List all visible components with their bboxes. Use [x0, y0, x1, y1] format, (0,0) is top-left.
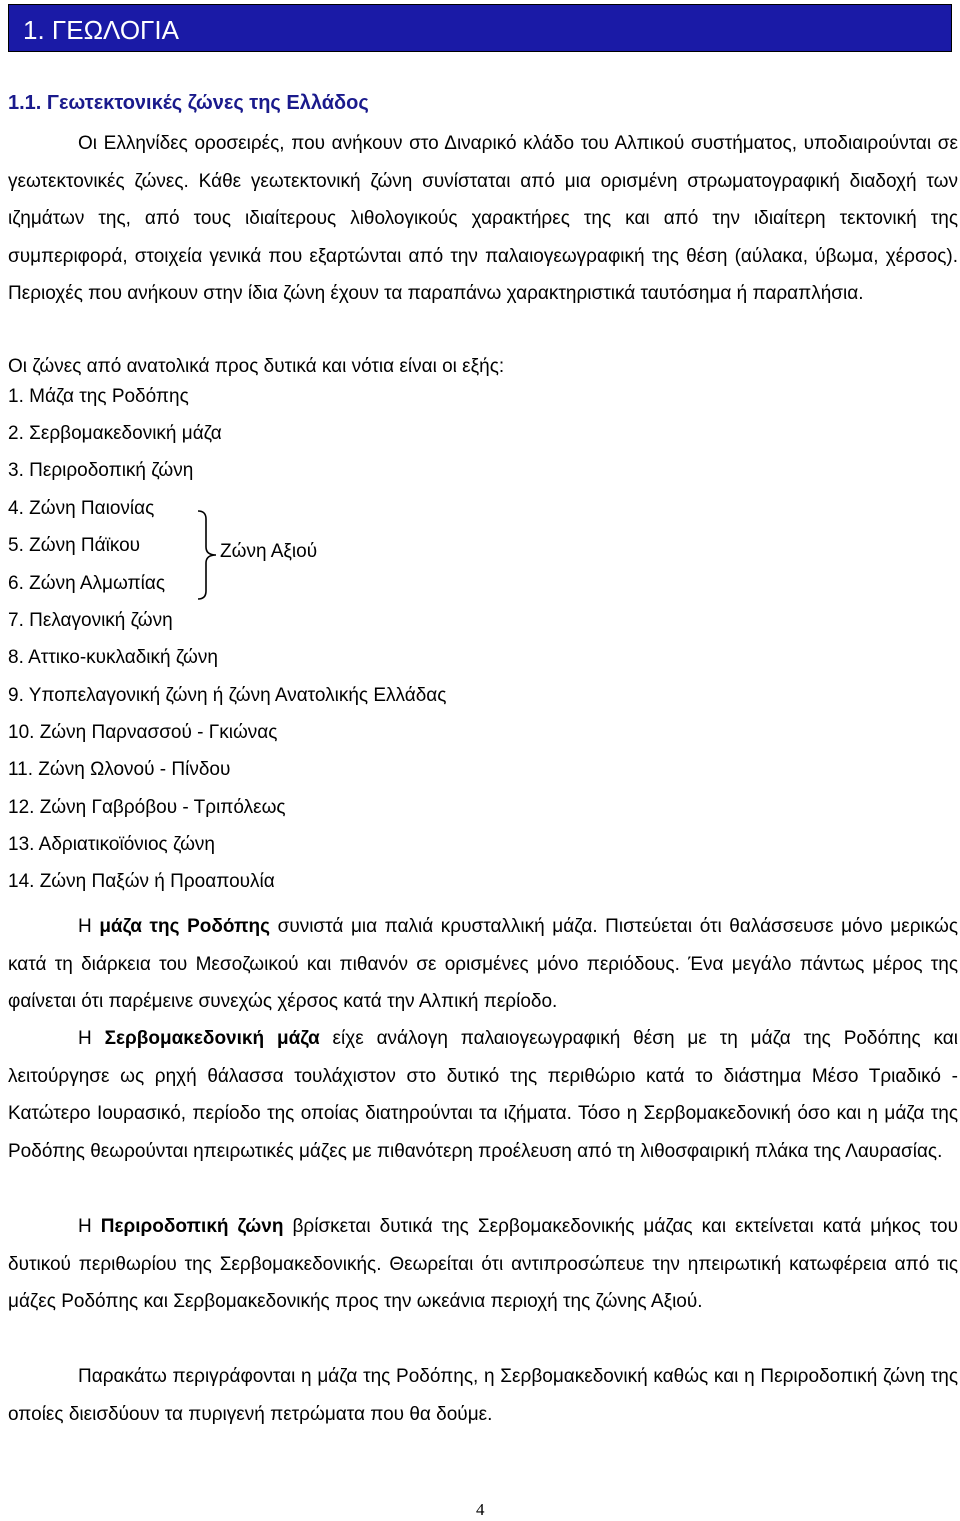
list-item: 5. Ζώνη Πάϊκου — [8, 535, 141, 556]
list-intro — [8, 348, 958, 386]
axios-zone-label: Ζώνη Αξιού — [220, 541, 318, 562]
bold-term: Σερβομακεδονική μάζα — [104, 1028, 320, 1049]
list-item: 13. Αδριατικοϊόνιος ζώνη — [8, 834, 215, 855]
paragraph-text: Παρακάτω περιγράφονται η μάζα της Ροδόπης, η Σερβομακεδονική καθώς και η Περιροδοπική ζώνη της οποίες διεισδύουν τα πυριγενή πετρώματα που θα δούμε. — [8, 1366, 958, 1425]
paragraph-text: συνιστά μια παλιά κρυσταλλική μάζα. Πιστεύεται ότι θαλάσσευσε μόνο μερικώς κατά τη διάρκεια του Μεσοζωικού και πιθανόν σε ορισμένες μόνο περιόδους. Ένα μεγάλο πάντως μέρος της φαίνεται ότι παρέμεινε συνεχώς χέρσος κατά την Αλπική περίοδο. — [8, 916, 959, 1012]
chapter-title: 1. ΓΕΩΛΟΓΙΑ — [23, 15, 179, 45]
bold-term: μάζα της Ροδόπης — [99, 916, 271, 937]
intro-paragraph — [8, 125, 958, 313]
list-item: 8. Αττικο-κυκλαδική ζώνη — [8, 647, 218, 668]
list-item: 12. Ζώνη Γαβρόβου - Τριπόλεως — [8, 797, 286, 818]
paragraph-rhodope: Η μάζα της Ροδόπης συνιστά μια παλιά κρυσταλλική μάζα. Πιστεύεται ότι θαλάσσευσε μόνο μερικώς κατά τη διάρκεια του Μεσοζωικού και πιθανόν σε ορισμένες μόνο περιόδους. Ένα μεγάλο πάντως μέρος της φαίνεται ότι παρέμεινε συνεχώς χέρσος κατά την Αλπική περίοδο. — [8, 916, 959, 1012]
paragraph-serbomacedonian: Η Σερβομακεδονική μάζα είχε ανάλογη παλαιογεωγραφική θέση με τη μάζα της Ροδόπης και λειτούργησε ως ρηχή θάλασσα τουλάχιστον στο δυτικό της περιθώριο κατά το διάστημα Μέσο Τριαδικό - Κατώτερο Ιουρασικό, περίοδο της οποίας διατηρούνται τα ιζήματα. Τόσο η Σερβομακεδονική όσο και η μάζα της Ροδόπης θεωρούνται ηπειρωτικές μάζες με πιθανότερη προέλευση από τη λιθοσφαιρική πλάκα της Λαυρασίας. — [8, 1028, 959, 1162]
list-item: 11. Ζώνη Ωλονού - Πίνδου — [8, 759, 231, 780]
paragraph-text: είχε ανάλογη παλαιογεωγραφική θέση με τη μάζα της Ροδόπης και λειτούργησε ως ρηχή θάλασσα τουλάχιστον στο δυτικό της περιθώριο κατά το διάστημα Μέσο Τριαδικό - Κατώτερο Ιουρασικό, περίοδο της οποίας διατηρούνται τα ιζήματα. Τόσο η Σερβομακεδονική όσο και η μάζα της Ροδόπης θεωρούνται ηπειρωτικές μάζες με πιθανότερη προέλευση από τη λιθοσφαιρική πλάκα της Λαυρασίας. — [8, 1028, 959, 1162]
paragraph-text: βρίσκεται δυτικά της Σερβομακεδονικής μάζας και εκτείνεται κατά μήκος του δυτικού περιθωρίου της Σερβομακεδονικής. Θεωρείται ότι αντιπροσώπευε την ηπειρωτική κατωφέρεια από τις μάζες Ροδόπης και Σερβομακεδονικής προς την ωκεάνια περιοχή της ζώνης Αξιού. — [8, 1216, 958, 1312]
list-item: 6. Ζώνη Αλμωπίας — [8, 573, 166, 594]
paragraph-perirhodope: Η Περιροδοπική ζώνη βρίσκεται δυτικά της Σερβομακεδονικής μάζας και εκτείνεται κατά μήκος του δυτικού περιθωρίου της Σερβομακεδονικής. Θεωρείται ότι αντιπροσώπευε την ηπειρωτική κατωφέρεια από τις μάζες Ροδόπης και Σερβομακεδονικής προς την ωκεάνια περιοχή της ζώνης Αξιού. — [8, 1216, 958, 1312]
list-item: 4. Ζώνη Παιονίας — [8, 498, 155, 519]
list-item: 7. Πελαγονική ζώνη — [8, 610, 173, 631]
list-intro-text: Οι ζώνες από ανατολικά προς δυτικά και νότια είναι οι εξής: — [8, 356, 505, 377]
list-item: 2. Σερβομακεδονική μάζα — [8, 423, 222, 444]
list-item: 1. Μάζα της Ροδόπης — [8, 386, 189, 407]
list-item: 10. Ζώνη Παρνασσού - Γκιώνας — [8, 722, 278, 743]
intro-text: Οι Ελληνίδες οροσειρές, που ανήκουν στο Διναρικό κλάδο του Αλπικού συστήματος, υποδιαιρούνται σε γεωτεκτονικές ζώνες. Κάθε γεωτεκτονική ζώνη συνίσταται από μια ορισμένη στρωματογραφική διαδοχή των ιζημάτων της, από τους ιδιαίτερους λιθολογικούς χαρακτήρες της και από την ιδιαίτερη τεκτονική της συμπεριφορά, στοιχεία γενικά που εξαρτώνται από την παλαιογεωγραφική της θέση (αύλακα, ύβωμα, χέρσος). Περιοχές που ανήκουν στην ίδια ζώνη έχουν τα παραπάνω χαρακτηριστικά ταυτόσημα ή παραπλήσια. — [8, 133, 958, 304]
list-item: 14. Ζώνη Παξών ή Προαπουλία — [8, 871, 275, 892]
list-item: 9. Υποπελαγονική ζώνη ή ζώνη Ανατολικής Ελλάδας — [8, 685, 447, 706]
list-item: 3. Περιροδοπική ζώνη — [8, 460, 194, 481]
page-number: 4 — [476, 1500, 485, 1519]
section-title: 1.1. Γεωτεκτονικές ζώνες της Ελλάδος — [8, 92, 369, 114]
chapter-header-bar — [8, 4, 952, 52]
paragraph-closing — [8, 1358, 958, 1433]
bold-term: Περιροδοπική ζώνη — [100, 1216, 284, 1237]
right-brace-icon — [196, 509, 220, 601]
